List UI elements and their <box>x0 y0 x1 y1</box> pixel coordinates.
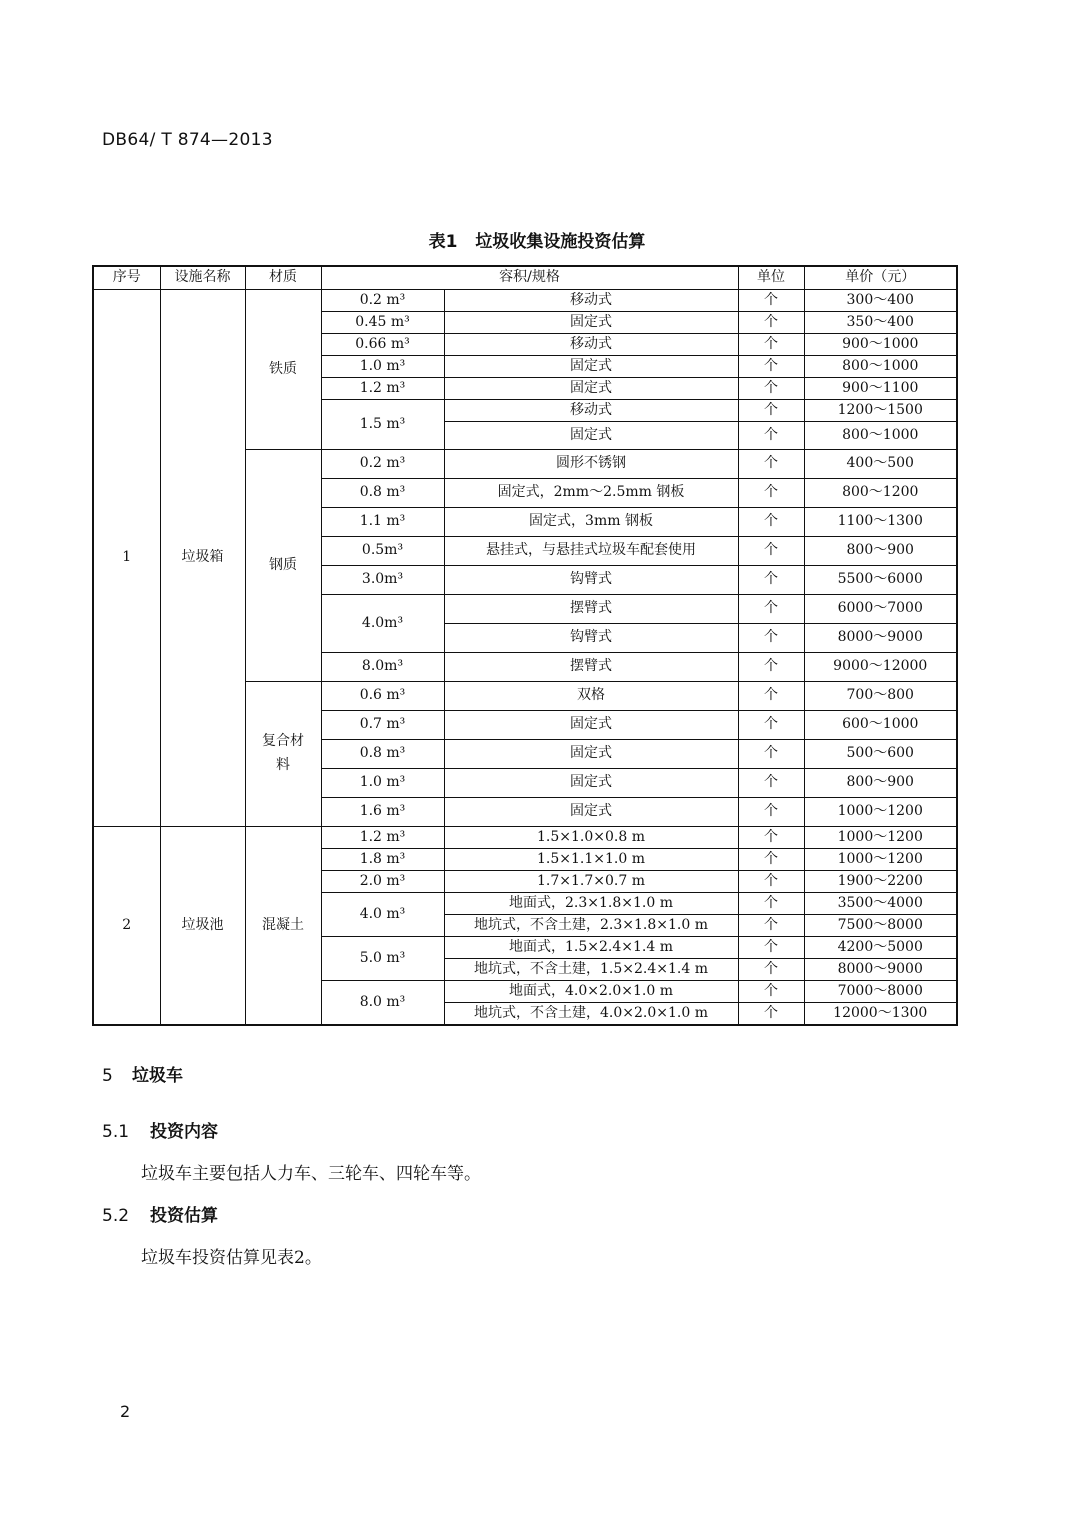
volume-cell: 8.0 m³ <box>321 981 444 1025</box>
unit-cell: 个 <box>738 422 804 450</box>
spec-cell: 固定式 <box>444 798 738 827</box>
volume-cell: 0.8 m³ <box>321 479 444 508</box>
price-cell: 1900～2200 <box>804 871 957 893</box>
unit-cell: 个 <box>738 849 804 871</box>
page-number: 2 <box>120 1402 131 1421</box>
material-cell <box>245 682 321 827</box>
spec-cell: 固定式 <box>444 356 738 378</box>
unit-cell: 个 <box>738 378 804 400</box>
price-cell: 1000～1200 <box>804 827 957 849</box>
unit-cell: 个 <box>738 959 804 981</box>
investment-table <box>92 265 958 1026</box>
volume-cell: 0.8 m³ <box>321 740 444 769</box>
volume-cell: 0.2 m³ <box>321 450 444 479</box>
unit-cell: 个 <box>738 682 804 711</box>
header-cell: 序号 <box>93 266 160 290</box>
spec-cell: 固定式，3mm 钢板 <box>444 508 738 537</box>
document-code: DB64/ T 874—2013 <box>102 130 273 150</box>
volume-cell: 1.8 m³ <box>321 849 444 871</box>
volume-cell: 8.0m³ <box>321 653 444 682</box>
table-row <box>93 827 957 849</box>
section-5-1-text: 垃圾车主要包括人力车、三轮车、四轮车等。 <box>141 1164 481 1184</box>
unit-cell: 个 <box>738 400 804 422</box>
price-cell: 800～1000 <box>804 422 957 450</box>
unit-cell: 个 <box>738 769 804 798</box>
facility-name-cell: 垃圾箱 <box>160 290 245 827</box>
unit-cell: 个 <box>738 334 804 356</box>
spec-cell: 地面式，2.3×1.8×1.0 m <box>444 893 738 915</box>
price-cell: 900～1100 <box>804 378 957 400</box>
unit-cell: 个 <box>738 566 804 595</box>
unit-cell: 个 <box>738 624 804 653</box>
unit-cell: 个 <box>738 893 804 915</box>
material-label: 复合材料 <box>262 733 304 773</box>
section-number: 5 <box>102 1066 113 1086</box>
spec-cell: 固定式，2mm～2.5mm 钢板 <box>444 479 738 508</box>
header-cell: 设施名称 <box>160 266 245 290</box>
spec-cell: 地坑式，不含土建，1.5×2.4×1.4 m <box>444 959 738 981</box>
spec-cell: 1.5×1.0×0.8 m <box>444 827 738 849</box>
unit-cell: 个 <box>738 827 804 849</box>
table-caption-title: 垃圾收集设施投资估算 <box>475 232 646 252</box>
volume-cell: 2.0 m³ <box>321 871 444 893</box>
volume-cell: 1.6 m³ <box>321 798 444 827</box>
unit-cell: 个 <box>738 981 804 1003</box>
price-cell: 12000～1300 <box>804 1003 957 1025</box>
spec-cell: 固定式 <box>444 378 738 400</box>
header-cell: 单价（元） <box>804 266 957 290</box>
spec-cell: 固定式 <box>444 312 738 334</box>
volume-cell: 1.2 m³ <box>321 827 444 849</box>
section-5-2-heading <box>102 1201 218 1226</box>
unit-cell: 个 <box>738 711 804 740</box>
section-number: 5.2 <box>102 1206 130 1226</box>
row-index-cell: 1 <box>93 290 160 827</box>
price-cell: 9000～12000 <box>804 653 957 682</box>
price-cell: 8000～9000 <box>804 624 957 653</box>
unit-cell: 个 <box>738 871 804 893</box>
spec-cell: 地坑式，不含土建，2.3×1.8×1.0 m <box>444 915 738 937</box>
volume-cell: 0.45 m³ <box>321 312 444 334</box>
unit-cell: 个 <box>738 937 804 959</box>
spec-cell: 地面式，4.0×2.0×1.0 m <box>444 981 738 1003</box>
unit-cell: 个 <box>738 915 804 937</box>
price-cell: 700～800 <box>804 682 957 711</box>
section-5-1-heading <box>102 1117 218 1142</box>
table-row <box>93 290 957 312</box>
section-title: 投资内容 <box>150 1122 218 1142</box>
spec-cell: 摆臂式 <box>444 653 738 682</box>
volume-cell: 1.5 m³ <box>321 400 444 450</box>
spec-cell: 悬挂式，与悬挂式垃圾车配套使用 <box>444 537 738 566</box>
spec-cell: 摆臂式 <box>444 595 738 624</box>
spec-cell: 1.5×1.1×1.0 m <box>444 849 738 871</box>
volume-cell: 0.5m³ <box>321 537 444 566</box>
volume-cell: 4.0 m³ <box>321 893 444 937</box>
spec-cell: 移动式 <box>444 290 738 312</box>
spec-cell: 移动式 <box>444 400 738 422</box>
price-cell: 8000～9000 <box>804 959 957 981</box>
table-caption <box>0 227 1074 252</box>
spec-cell: 钩臂式 <box>444 566 738 595</box>
section-5-heading <box>102 1061 183 1086</box>
facility-name-cell: 垃圾池 <box>160 827 245 1025</box>
volume-cell: 1.0 m³ <box>321 769 444 798</box>
spec-cell: 地面式，1.5×2.4×1.4 m <box>444 937 738 959</box>
price-cell: 400～500 <box>804 450 957 479</box>
price-cell: 500～600 <box>804 740 957 769</box>
price-cell: 1000～1200 <box>804 798 957 827</box>
unit-cell: 个 <box>738 356 804 378</box>
price-cell: 6000～7000 <box>804 595 957 624</box>
section-number: 5.1 <box>102 1122 130 1142</box>
unit-cell: 个 <box>738 595 804 624</box>
spec-cell: 移动式 <box>444 334 738 356</box>
volume-cell: 5.0 m³ <box>321 937 444 981</box>
header-cell: 材质 <box>245 266 321 290</box>
section-title: 投资估算 <box>150 1206 218 1226</box>
spec-cell: 固定式 <box>444 422 738 450</box>
material-cell: 铁质 <box>245 290 321 450</box>
price-cell: 7000～8000 <box>804 981 957 1003</box>
volume-cell: 0.2 m³ <box>321 290 444 312</box>
unit-cell: 个 <box>738 450 804 479</box>
price-cell: 800～1000 <box>804 356 957 378</box>
price-cell: 1200～1500 <box>804 400 957 422</box>
price-cell: 4200～5000 <box>804 937 957 959</box>
price-cell: 600～1000 <box>804 711 957 740</box>
material-cell: 钢质 <box>245 450 321 682</box>
price-cell: 900～1000 <box>804 334 957 356</box>
price-cell: 1000～1200 <box>804 849 957 871</box>
header-cell: 单位 <box>738 266 804 290</box>
unit-cell: 个 <box>738 537 804 566</box>
price-cell: 5500～6000 <box>804 566 957 595</box>
unit-cell: 个 <box>738 312 804 334</box>
unit-cell: 个 <box>738 653 804 682</box>
unit-cell: 个 <box>738 508 804 537</box>
price-cell: 800～1200 <box>804 479 957 508</box>
price-cell: 800～900 <box>804 537 957 566</box>
spec-cell: 圆形不锈钢 <box>444 450 738 479</box>
unit-cell: 个 <box>738 798 804 827</box>
unit-cell: 个 <box>738 479 804 508</box>
price-cell: 350～400 <box>804 312 957 334</box>
material-cell: 混凝土 <box>245 827 321 1025</box>
unit-cell: 个 <box>738 1003 804 1025</box>
price-cell: 800～900 <box>804 769 957 798</box>
spec-cell: 钩臂式 <box>444 624 738 653</box>
section-5-2-text: 垃圾车投资估算见表2。 <box>141 1248 322 1268</box>
volume-cell: 0.7 m³ <box>321 711 444 740</box>
spec-cell: 双格 <box>444 682 738 711</box>
volume-cell: 4.0m³ <box>321 595 444 653</box>
header-cell: 容积/规格 <box>321 266 738 290</box>
volume-cell: 1.2 m³ <box>321 378 444 400</box>
spec-cell: 地坑式，不含土建，4.0×2.0×1.0 m <box>444 1003 738 1025</box>
volume-cell: 0.6 m³ <box>321 682 444 711</box>
spec-cell: 1.7×1.7×0.7 m <box>444 871 738 893</box>
spec-cell: 固定式 <box>444 740 738 769</box>
price-cell: 300～400 <box>804 290 957 312</box>
volume-cell: 0.66 m³ <box>321 334 444 356</box>
price-cell: 3500～4000 <box>804 893 957 915</box>
volume-cell: 1.0 m³ <box>321 356 444 378</box>
unit-cell: 个 <box>738 740 804 769</box>
unit-cell: 个 <box>738 290 804 312</box>
volume-cell: 3.0m³ <box>321 566 444 595</box>
spec-cell: 固定式 <box>444 769 738 798</box>
section-title: 垃圾车 <box>132 1066 183 1086</box>
table-header-row <box>93 266 957 290</box>
row-index-cell: 2 <box>93 827 160 1025</box>
spec-cell: 固定式 <box>444 711 738 740</box>
volume-cell: 1.1 m³ <box>321 508 444 537</box>
price-cell: 7500～8000 <box>804 915 957 937</box>
table-caption-number: 表1 <box>428 232 458 252</box>
price-cell: 1100～1300 <box>804 508 957 537</box>
